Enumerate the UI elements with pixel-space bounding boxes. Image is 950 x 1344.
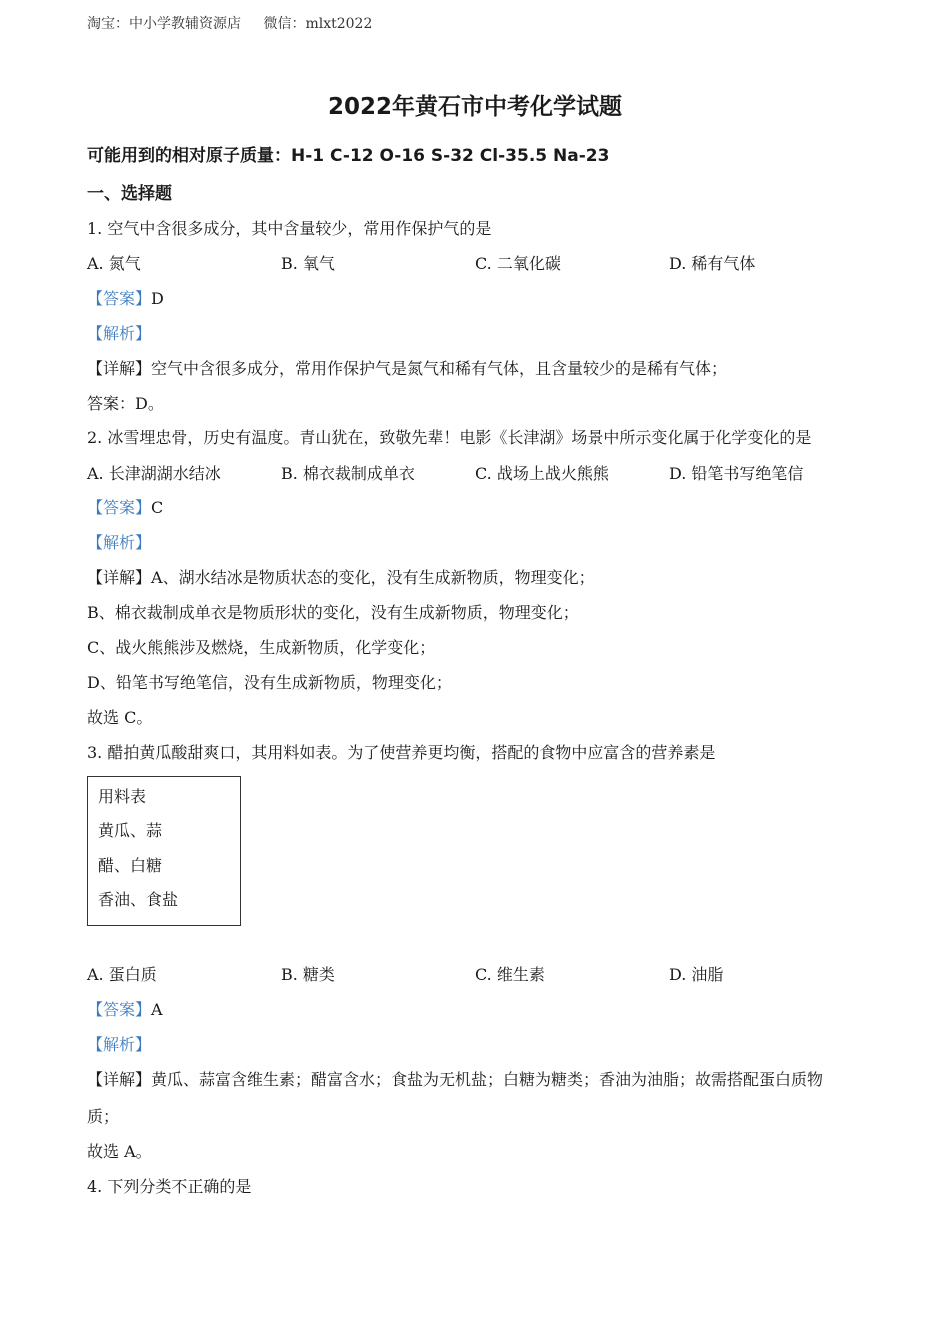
q1-option-b: B. 氧气 xyxy=(281,254,335,273)
q1-answer-value: D xyxy=(151,289,164,308)
q2-option-d: D. 铅笔书写绝笔信 xyxy=(669,464,804,483)
q2-answer-value: C xyxy=(151,498,164,517)
q3-stem: 3. 醋拍黄瓜酸甜爽口，其用料如表。为了使营养更均衡，搭配的食物中应富含的营养素是 xyxy=(87,743,716,762)
atomic-masses: 可能用到的相对原子质量：H-1 C-12 O-16 S-32 Cl-35.5 Na-23 xyxy=(87,146,610,166)
q1-conclusion: 答案：D。 xyxy=(87,394,164,413)
q1-option-d: D. 稀有气体 xyxy=(669,254,756,273)
section-heading: 一、选择题 xyxy=(87,184,172,204)
q3-option-a: A. 蛋白质 xyxy=(87,965,157,984)
ingredient-table-title: 用料表 xyxy=(98,787,147,806)
header-note xyxy=(87,13,390,33)
q2-analysis xyxy=(87,533,151,553)
q1-option-c: C. 二氧化碳 xyxy=(475,254,561,273)
q3-detail-continued: 质； xyxy=(87,1107,120,1126)
q1-stem: 1. 空气中含很多成分，其中含量较少，常用作保护气的是 xyxy=(87,219,492,238)
q2-answer-tag: 【答案】 xyxy=(87,498,152,517)
ingredient-row: 香油、食盐 xyxy=(98,890,179,909)
q1-detail-tag: 【详解】 xyxy=(87,359,152,378)
q3-answer-value: A xyxy=(151,1000,163,1019)
q1-answer xyxy=(87,289,164,309)
q3-detail-text: 黄瓜、蒜富含维生素；醋富含水；食盐为无机盐；白糖为糖类；香油为油脂；故需搭配蛋白质物 xyxy=(151,1070,824,1089)
q2-option-c: C. 战场上战火熊熊 xyxy=(475,464,609,483)
q2-option-b: B. 棉衣裁制成单衣 xyxy=(281,464,415,483)
q1-analysis xyxy=(87,324,151,344)
q3-option-b: B. 糖类 xyxy=(281,965,335,984)
q1-detail-text: 空气中含很多成分，常用作保护气是氮气和稀有气体，且含量较少的是稀有气体； xyxy=(151,359,728,378)
q3-analysis xyxy=(87,1035,151,1055)
q2-detail-line-c: C、战火熊熊涉及燃烧，生成新物质，化学变化； xyxy=(87,638,436,657)
q4-stem: 4. 下列分类不正确的是 xyxy=(87,1177,252,1196)
q1-answer-tag: 【答案】 xyxy=(87,289,152,308)
wechat-note: 微信：mlxt2022 xyxy=(263,16,373,32)
q2-answer xyxy=(87,498,163,518)
q2-detail-text: A、湖水结冰是物质状态的变化，没有生成新物质，物理变化； xyxy=(151,568,595,587)
page-title: 2022年黄石市中考化学试题 xyxy=(327,94,622,120)
q3-detail-tag: 【详解】 xyxy=(87,1070,152,1089)
q1-option-a: A. 氮气 xyxy=(87,254,141,273)
q3-answer xyxy=(87,1000,163,1020)
q1-detail xyxy=(87,359,727,379)
q3-conclusion: 故选 A。 xyxy=(87,1142,152,1161)
q2-detail-tag: 【详解】 xyxy=(87,568,152,587)
q3-analysis-tag: 【解析】 xyxy=(87,1035,152,1054)
q1-analysis-tag: 【解析】 xyxy=(87,324,152,343)
q2-detail-line-d: D、铅笔书写绝笔信，没有生成新物质，物理变化； xyxy=(87,673,452,692)
ingredient-row: 黄瓜、蒜 xyxy=(98,821,163,840)
q2-conclusion: 故选 C。 xyxy=(87,708,153,727)
q2-option-a: A. 长津湖湖水结冰 xyxy=(87,464,221,483)
ingredient-row: 醋、白糖 xyxy=(98,856,163,875)
q3-option-c: C. 维生素 xyxy=(475,965,545,984)
q2-analysis-tag: 【解析】 xyxy=(87,533,152,552)
ingredient-table xyxy=(87,776,241,926)
q2-stem: 2. 冰雪埋忠骨，历史有温度。青山犹在，致敬先辈！电影《长津湖》场景中所示变化属于化学变化的是 xyxy=(87,428,812,447)
q2-detail-line-b: B、棉衣裁制成单衣是物质形状的变化，没有生成新物质，物理变化； xyxy=(87,603,579,622)
shop-note: 淘宝：中小学教辅资源店 xyxy=(87,16,241,32)
q3-option-d: D. 油脂 xyxy=(669,965,724,984)
q3-answer-tag: 【答案】 xyxy=(87,1000,152,1019)
q3-detail xyxy=(87,1070,823,1090)
q2-detail xyxy=(87,568,595,588)
